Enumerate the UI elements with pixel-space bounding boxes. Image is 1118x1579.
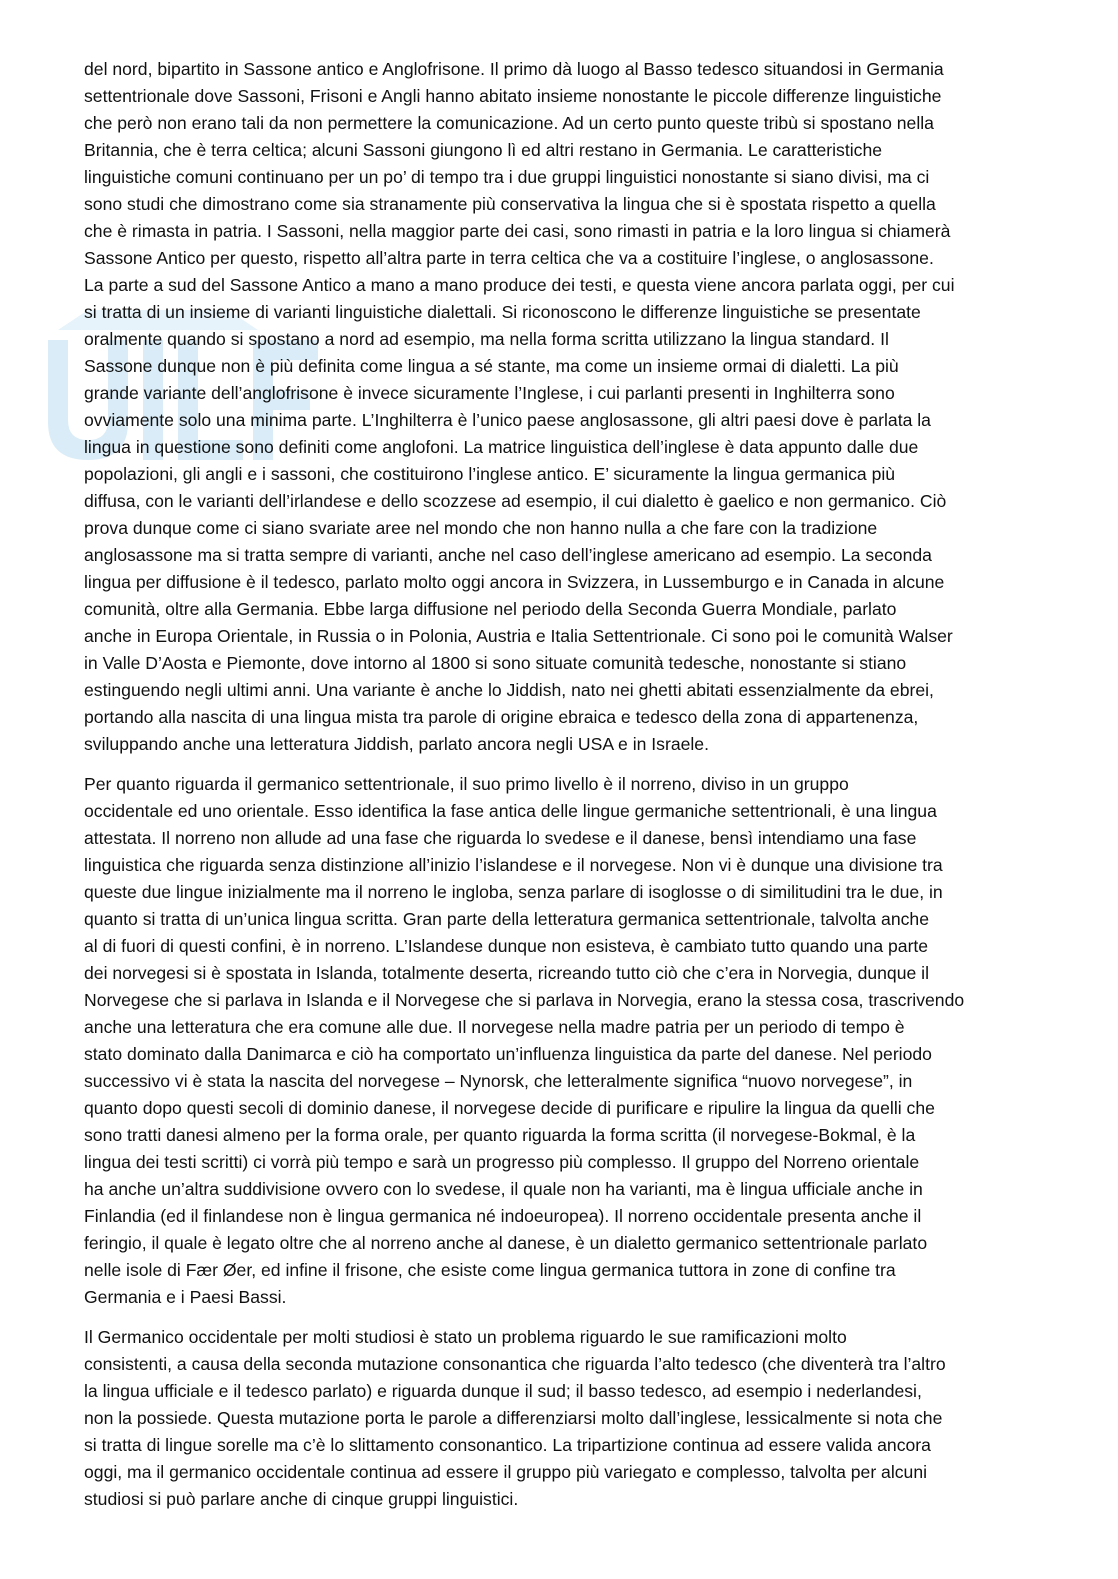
text-line: occidentale ed uno orientale. Esso identifica la fase antica delle lingue germaniche settentrionali, è una lingua	[84, 801, 937, 821]
text-line: oralmente quando si spostano a nord ad esempio, ma nella forma scritta utilizzano la lingua standard. Il	[84, 329, 889, 349]
text-line: quanto dopo questi secoli di dominio danese, il norvegese decide di purificare e ripulire la lingua da quelli che	[84, 1098, 935, 1118]
text-line: estinguendo negli ultimi anni. Una variante è anche lo Jiddish, nato nei ghetti abitati essenzialmente da ebrei,	[84, 680, 934, 700]
text-line: consistenti, a causa della seconda mutazione consonantica che riguarda l’alto tedesco (che diventerà tra l’altro	[84, 1354, 946, 1374]
text-line: Sassone Antico per questo, rispetto all’altra parte in terra celtica che va a costituire l’inglese, o anglosassone.	[84, 248, 934, 268]
text-line: lingua per diffusione è il tedesco, parlato molto oggi ancora in Svizzera, in Lussemburgo e in Canada in alcune	[84, 572, 945, 592]
text-line: Il Germanico occidentale per molti studiosi è stato un problema riguardo le sue ramificazioni molto	[84, 1327, 847, 1347]
text-line: grande variante dell’anglofrisone è invece sicuramente l’Inglese, i cui parlanti presenti in Inghilterra sono	[84, 383, 895, 403]
text-line: ha anche un’altra suddivisione ovvero con lo svedese, il quale non ha varianti, ma è lingua ufficiale anche in	[84, 1179, 923, 1199]
text-line: Sassone dunque non è più definita come lingua a sé stante, ma come un insieme ormai di dialetti. La più	[84, 356, 899, 376]
text-line: La parte a sud del Sassone Antico a mano a mano produce dei testi, e questa viene ancora parlata oggi, per cui	[84, 275, 955, 295]
text-line: che però non erano tali da non permettere la comunicazione. Ad un certo punto queste tribù si spostano nella	[84, 113, 934, 133]
text-line: portando alla nascita di una lingua mista tra parole di origine ebraica e tedesco della zona di appartenenza,	[84, 707, 919, 727]
text-line: linguistiche comuni continuano per un po’ di tempo tra i due gruppi linguistici nonostante si siano divisi, ma ci	[84, 167, 930, 187]
text-line: attestata. Il norreno non allude ad una fase che riguarda lo svedese e il danese, bensì intendiamo una fase	[84, 828, 917, 848]
text-line: settentrionale dove Sassoni, Frisoni e Angli hanno abitato insieme nonostante le piccole differenze linguistiche	[84, 86, 942, 106]
text-line: successivo vi è stata la nascita del norvegese – Nynorsk, che letteralmente significa “nuovo norvegese”, in	[84, 1071, 913, 1091]
text-line: ovviamente solo una minima parte. L’Inghilterra è l’unico paese anglosassone, gli altri paesi dove è parlata la	[84, 410, 931, 430]
text-line: lingua dei testi scritti) ci vorrà più tempo e sarà un progresso più complesso. Il gruppo del Norreno orientale	[84, 1152, 920, 1172]
text-line: si tratta di un insieme di varianti linguistiche dialettali. Si riconoscono le differenze linguistiche se presentate	[84, 302, 921, 322]
text-line: anglosassone ma si tratta sempre di varianti, anche nel caso dell’inglese americano ad esempio. La seconda	[84, 545, 932, 565]
text-line: del nord, bipartito in Sassone antico e Anglofrisone. Il primo dà luogo al Basso tedesco situandosi in Germania	[84, 59, 944, 79]
text-line: comunità, oltre alla Germania. Ebbe larga diffusione nel periodo della Seconda Guerra Mondiale, parlato	[84, 599, 897, 619]
text-line: sviluppando anche una letteratura Jiddish, parlato ancora negli USA e in Israele.	[84, 734, 709, 754]
paragraph-1	[84, 56, 1054, 758]
text-line: diffusa, con le varianti dell’irlandese e dello scozzese ad esempio, il cui dialetto è gaelico e non germanico. Ciò	[84, 491, 947, 511]
text-line: in Valle D’Aosta e Piemonte, dove intorno al 1800 si sono situate comunità tedesche, nonostante si stiano	[84, 653, 907, 673]
text-line: oggi, ma il germanico occidentale continua ad essere il gruppo più variegato e complesso, talvolta per alcuni	[84, 1462, 928, 1482]
text-line: Germania e i Paesi Bassi.	[84, 1287, 287, 1307]
text-line: si tratta di lingue sorelle ma c’è lo slittamento consonantico. La tripartizione continua ad essere valida ancora	[84, 1435, 931, 1455]
text-line: stato dominato dalla Danimarca e ciò ha comportato un’influenza linguistica da parte del danese. Nel periodo	[84, 1044, 932, 1064]
document-body	[84, 56, 1054, 1526]
text-line: queste due lingue inizialmente ma il norreno le ingloba, senza parlare di isoglosse o di similitudini tra le due, in	[84, 882, 943, 902]
text-line: anche in Europa Orientale, in Russia o in Polonia, Austria e Italia Settentrionale. Ci sono poi le comunità Walser	[84, 626, 953, 646]
text-line: che è rimasta in patria. I Sassoni, nella maggior parte dei casi, sono rimasti in patria e la loro lingua si chiamerà	[84, 221, 951, 241]
text-line: Per quanto riguarda il germanico settentrionale, il suo primo livello è il norreno, diviso in un gruppo	[84, 774, 849, 794]
paragraph-3	[84, 1324, 1054, 1513]
text-line: anche una letteratura che era comune alle due. Il norvegese nella madre patria per un periodo di tempo è	[84, 1017, 905, 1037]
text-line: lingua in questione sono definiti come anglofoni. La matrice linguistica dell’inglese è data appunto dalle due	[84, 437, 919, 457]
text-line: Finlandia (ed il finlandese non è lingua germanica né indoeuropea). Il norreno occidentale presenta anche il	[84, 1206, 922, 1226]
text-line: studiosi si può parlare anche di cinque gruppi linguistici.	[84, 1489, 519, 1509]
text-line: nelle isole di Fær Øer, ed infine il frisone, che esiste come lingua germanica tuttora in zone di confine tra	[84, 1260, 896, 1280]
text-line: non la possiede. Questa mutazione porta le parole a differenziarsi molto dall’inglese, lessicalmente si nota che	[84, 1408, 943, 1428]
text-line: al di fuori di questi confini, è in norreno. L’Islandese dunque non esisteva, è cambiato tutto quando una parte	[84, 936, 929, 956]
text-line: Britannia, che è terra celtica; alcuni Sassoni giungono lì ed altri restano in Germania. Le caratteristiche	[84, 140, 883, 160]
text-line: sono studi che dimostrano come sia stranamente più conservativa la lingua che si è spostata rispetto a quella	[84, 194, 936, 214]
text-line: Norvegese che si parlava in Islanda e il Norvegese che si parlava in Norvegia, erano la stessa cosa, trascrivendo	[84, 990, 965, 1010]
text-line: quanto si tratta di un’unica lingua scritta. Gran parte della letteratura germanica settentrionale, talvolta anche	[84, 909, 929, 929]
text-line: feringio, il quale è legato oltre che al norreno anche al danese, è un dialetto germanico settentrionale parlato	[84, 1233, 928, 1253]
text-line: linguistica che riguarda senza distinzione all’inizio l’islandese e il norvegese. Non vi è dunque una divisione tra	[84, 855, 943, 875]
text-line: la lingua ufficiale e il tedesco parlato) e riguarda dunque il sud; il basso tedesco, ad esempio i nederlandesi,	[84, 1381, 922, 1401]
text-line: prova dunque come ci siano svariate aree nel mondo che non hanno nulla a che fare con la tradizione	[84, 518, 878, 538]
paragraph-2	[84, 771, 1054, 1311]
text-line: dei norvegesi si è spostata in Islanda, totalmente deserta, ricreando tutto ciò che c’era in Norvegia, dunque il	[84, 963, 929, 983]
text-line: popolazioni, gli angli e i sassoni, che costituirono l’inglese antico. E’ sicuramente la lingua germanica più	[84, 464, 896, 484]
text-line: sono tratti danesi almeno per la forma orale, per quanto riguarda la forma scritta (il norvegese-Bokmal, è la	[84, 1125, 916, 1145]
